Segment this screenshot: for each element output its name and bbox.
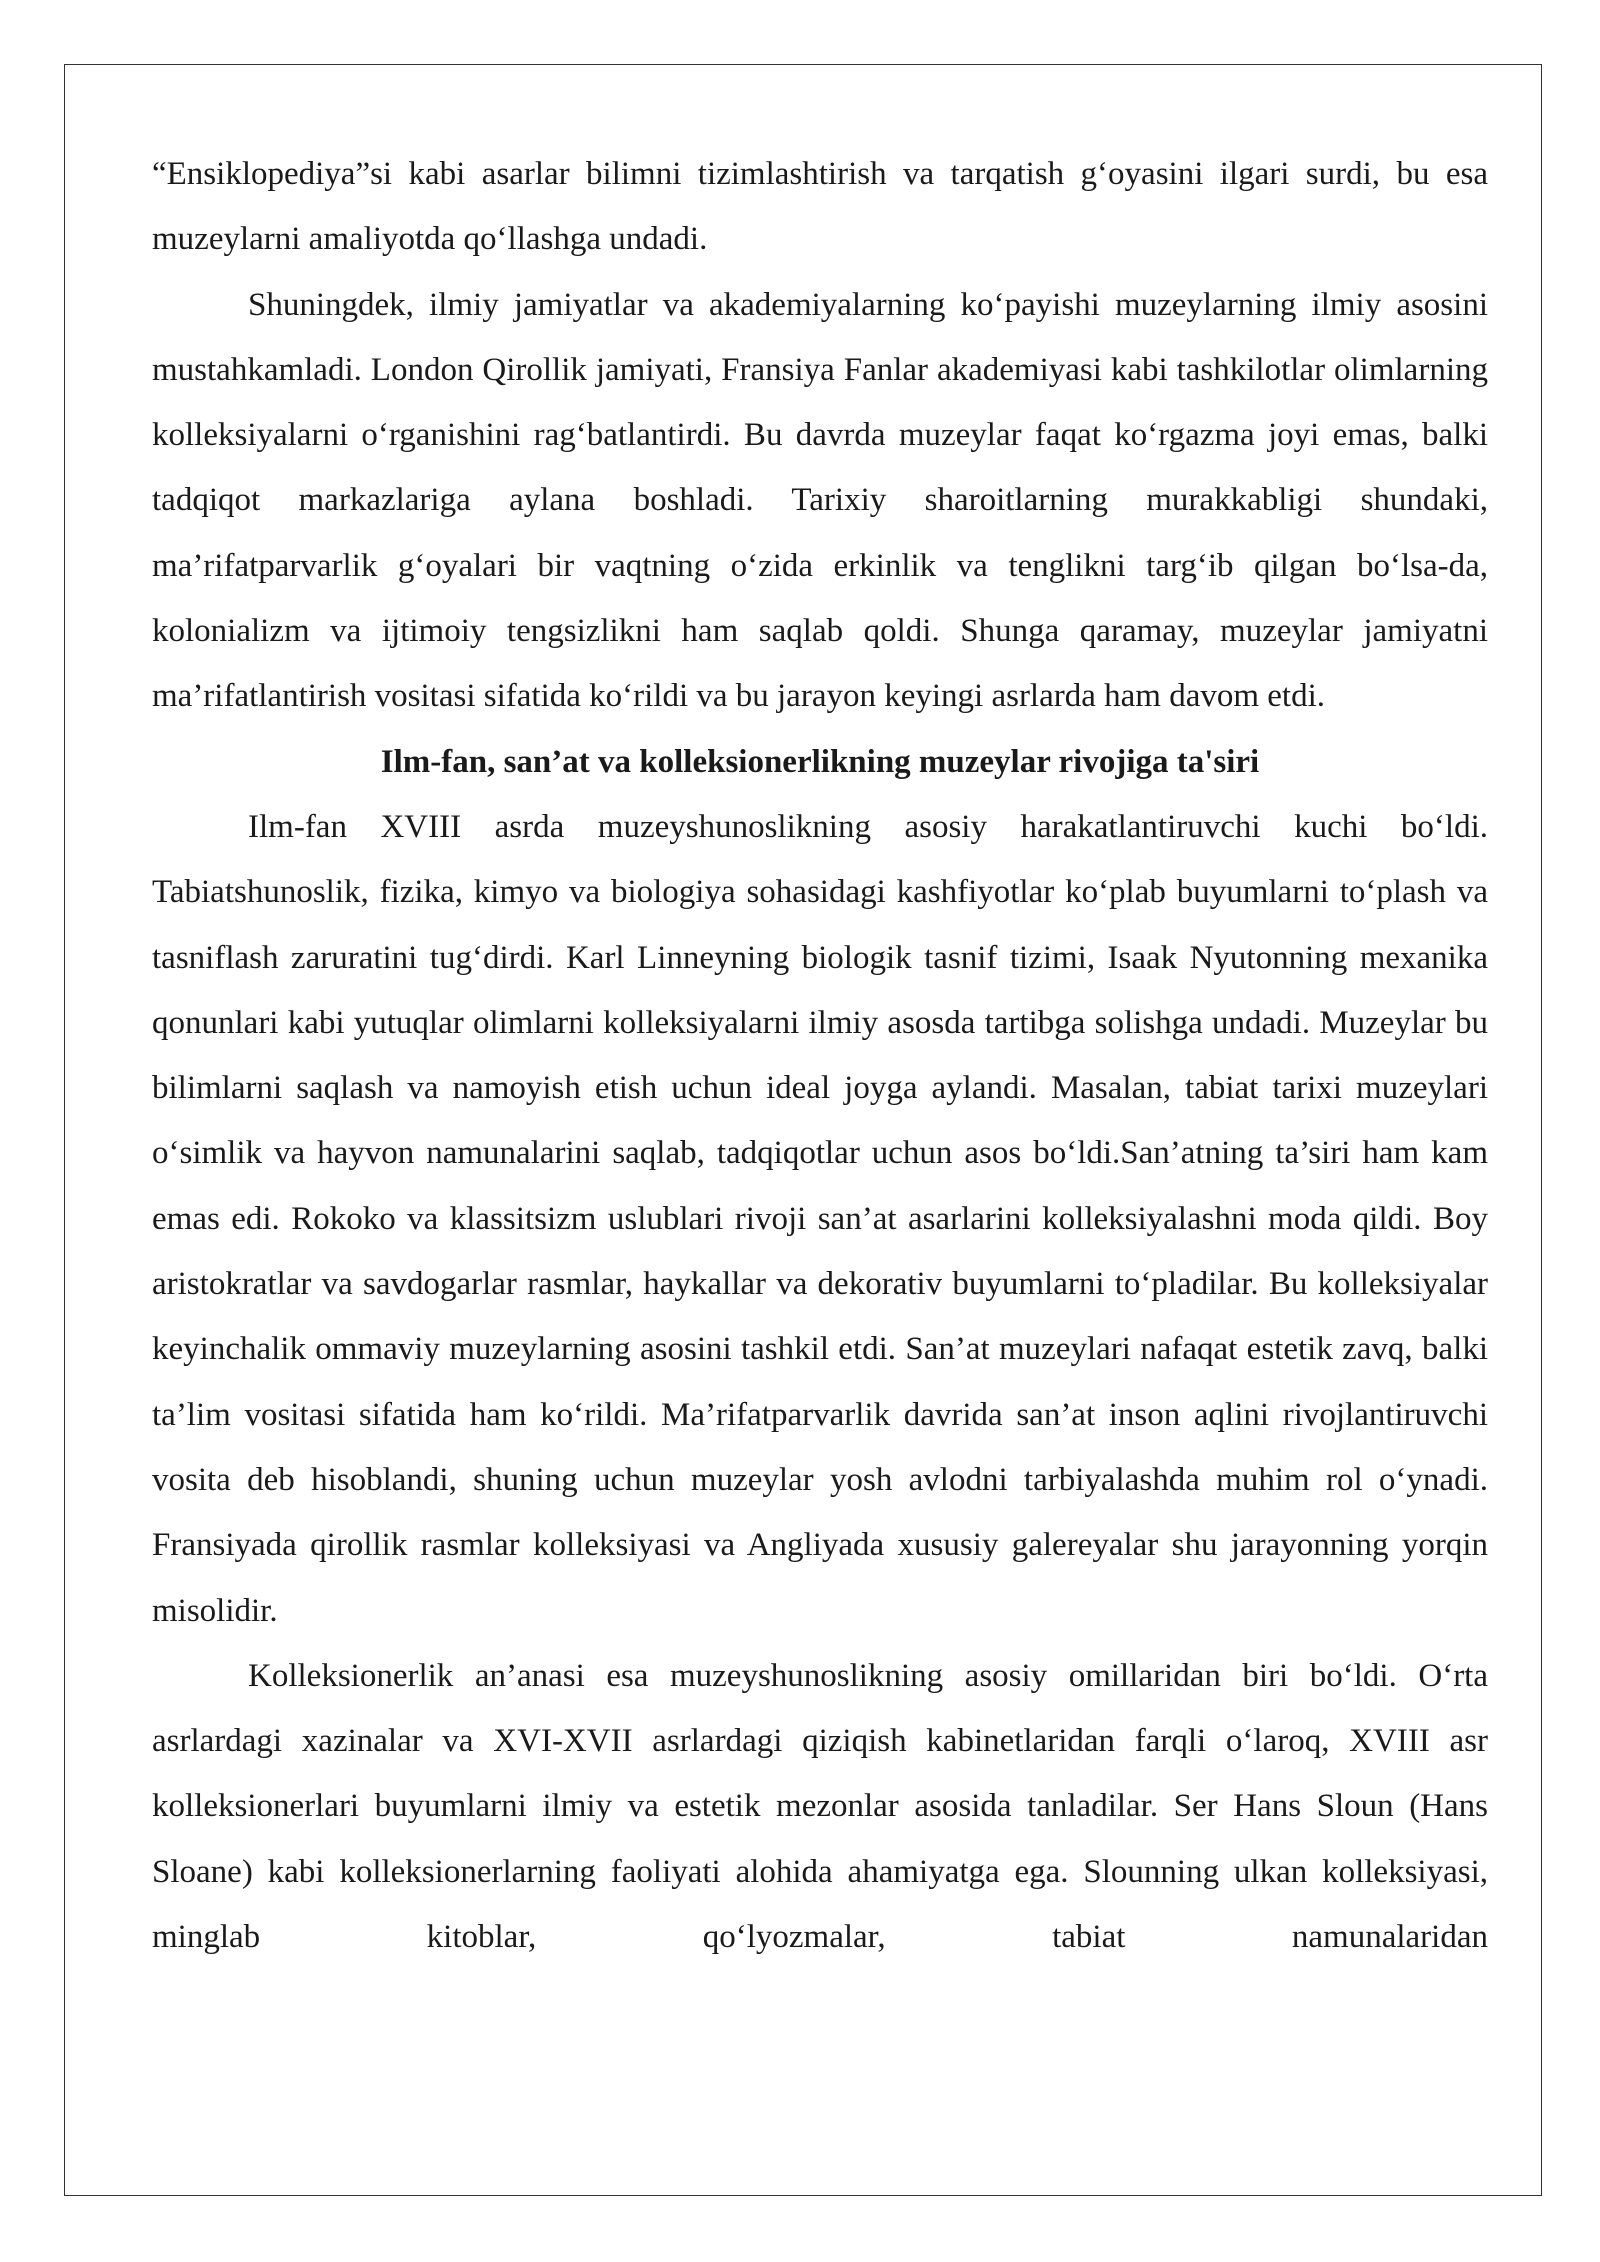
document-body bbox=[152, 142, 1488, 1970]
paragraph-ensiklopediya: “Ensiklopediya”si kabi asarlar bilimni tizimlashtirish va tarqatish g‘oyasini ilgari surdi, bu esa muzeylarni amaliyotda qo‘llashga undadi. bbox=[152, 156, 1488, 258]
paragraph-ilmiy-jamiyatlar: Shuningdek, ilmiy jamiyatlar va akademiyalarning ko‘payishi muzeylarning ilmiy asosini mustahkamladi. London Qirollik jamiyati, Fransiya Fanlar akademiyasi kabi tashkilotlar olimlarning kolleksiyalarni o‘rganishini rag‘batlantirdi. Bu davrda muzeylar faqat ko‘rgazma joyi emas, balki tadqiqot markazlariga aylana boshladi. Tarixiy sharoitlarning murakkabligi shundaki, ma’rifatparvarlik g‘oyalari bir vaqtning o‘zida erkinlik va tenglikni targ‘ib qilgan bo‘lsa-da, kolonializm va ijtimoiy tengsizlikni ham saqlab qoldi. Shunga qaramay, muzeylar jamiyatni ma’rifatlantirish vositasi sifatida ko‘rildi va bu jarayon keyingi asrlarda ham davom etdi. bbox=[152, 286, 1488, 715]
paragraph-ilm-fan: Ilm-fan XVIII asrda muzeyshunoslikning asosiy harakatlantiruvchi kuchi bo‘ldi. Tabiatshunoslik, fizika, kimyo va biologiya sohasidagi kashfiyotlar ko‘plab buyumlarni to‘plash va tasniflash zaruratini tug‘dirdi. Karl Linneyning biologik tasnif tizimi, Isaak Nyutonning mexanika qonunlari kabi yutuqlar olimlarni kolleksiyalarni ilmiy asosda tartibga solishga undadi. Muzeylar bu bilimlarni saqlash va namoyish etish uchun ideal joyga aylandi. Masalan, tabiat tarixi muzeylari o‘simlik va hayvon namunalarini saqlab, tadqiqotlar uchun asos bo‘ldi.San’atning ta’siri ham kam emas edi. Rokoko va klassitsizm uslublari rivoji san’at asarlarini kolleksiyalashni moda qildi. Boy aristokratlar va savdogarlar rasmlar, haykallar va dekorativ buyumlarni to‘pladilar. Bu kolleksiyalar keyinchalik ommaviy muzeylarning asosini tashkil etdi. San’at muzeylari nafaqat estetik zavq, balki ta’lim vositasi sifatida ham ko‘rildi. Ma’rifatparvarlik davrida san’at inson aqlini rivojlantiruvchi vosita deb hisoblandi, shuning uchun muzeylar yosh avlodni tarbiyalashda muhim rol o‘ynadi. Fransiyada qirollik rasmlar kolleksiyasi va Angliyada xususiy galereyalar shu jarayonning yorqin misolidir. bbox=[152, 808, 1488, 1629]
section-heading: Ilm-fan, san’at va kolleksionerlikning muzeylar rivojiga ta'siri bbox=[380, 743, 1260, 780]
paragraph-kolleksionerlik: Kolleksionerlik an’anasi esa muzeyshunoslikning asosiy omillaridan biri bo‘ldi. O‘rta asrlardagi xazinalar va XVI-XVII asrlardagi qiziqish kabinetlaridan farqli o‘laroq, XVIII asr kolleksionerlari buyumlarni ilmiy va estetik mezonlar asosida tanladilar. Ser Hans Sloun (Hans Sloane) kabi kolleksionerlarning faoliyati alohida ahamiyatga ega. Slounning ulkan kolleksiyasi, minglab kitoblar, qo‘lyozmalar, tabiat namunalaridan bbox=[152, 1657, 1488, 1956]
